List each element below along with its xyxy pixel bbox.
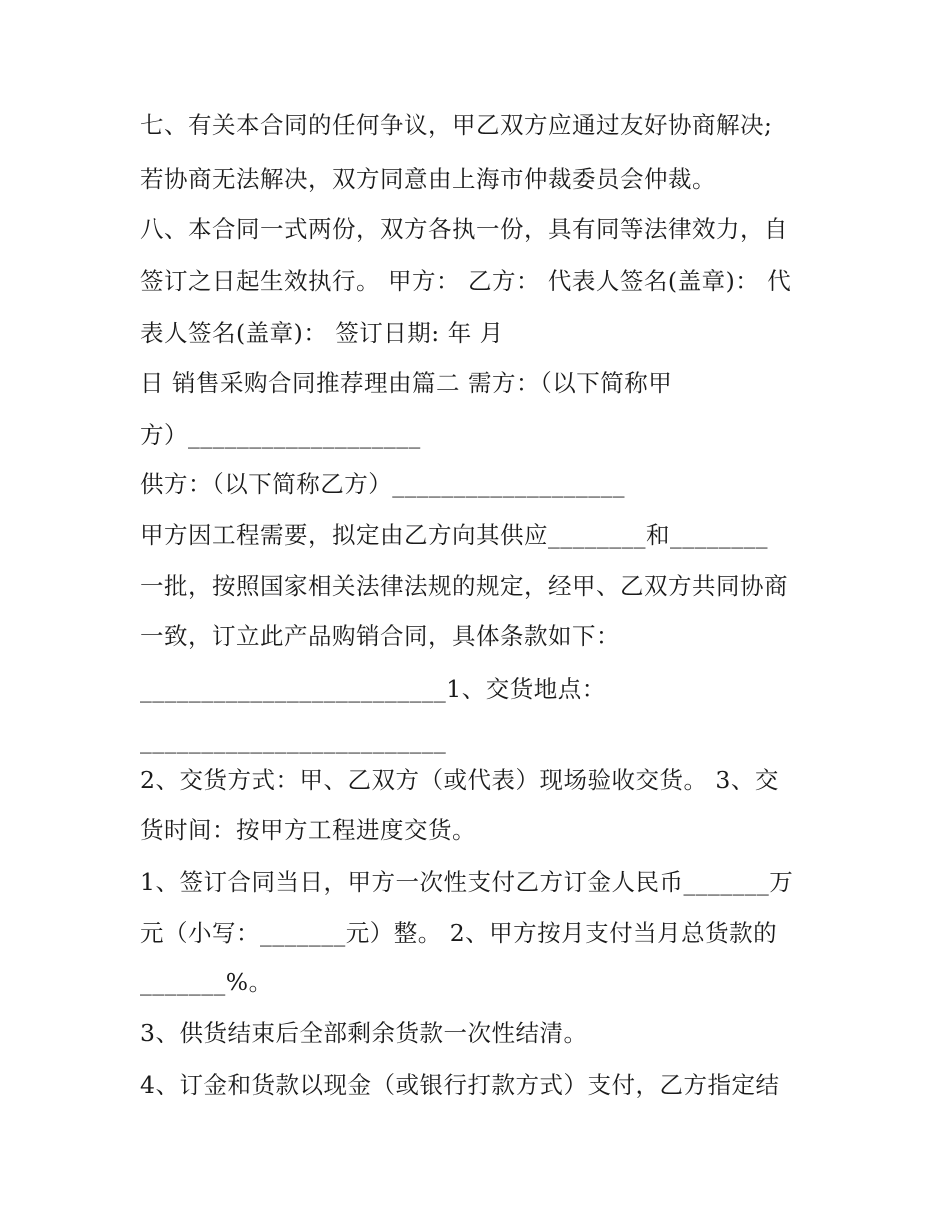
text-line: 甲方因工程需要，拟定由乙方向其供应________和________ bbox=[140, 521, 768, 549]
text-line: _________________________ bbox=[140, 726, 447, 754]
text-line: 元（小写：_______元）整。 2、甲方按月支付当月总货款的 bbox=[140, 919, 778, 947]
text-line: 签订之日起生效执行。 甲方： 乙方： 代表人签名(盖章)： 代 bbox=[140, 267, 792, 295]
text-line: 4、订金和货款以现金（或银行打款方式）支付，乙方指定结 bbox=[140, 1071, 780, 1099]
text-line: 供方：（以下简称乙方）___________________ bbox=[140, 470, 625, 498]
text-line: 八、本合同一式两份，双方各执一份，具有同等法律效力，自 bbox=[140, 215, 788, 243]
text-line: 七、有关本合同的任何争议，甲乙双方应通过友好协商解决; bbox=[140, 111, 773, 139]
text-line: 2、交货方式：甲、乙双方（或代表）现场验收交货。 3、交 bbox=[140, 766, 779, 794]
text-line: 一致，订立此产品购销合同，具体条款如下： bbox=[140, 622, 620, 650]
text-line: 表人签名(盖章)： 签订日期: 年 月 bbox=[140, 319, 504, 347]
text-line: 一批，按照国家相关法律法规的规定，经甲、乙双方共同协商 bbox=[140, 572, 788, 600]
text-line: 日 销售采购合同推荐理由篇二 需方：（以下简称甲 bbox=[140, 369, 673, 397]
text-line: 方）___________________ bbox=[140, 421, 421, 449]
text-line: 若协商无法解决，双方同意由上海市仲裁委员会仲裁。 bbox=[140, 165, 716, 193]
text-line: 货时间：按甲方工程进度交货。 bbox=[140, 816, 476, 844]
text-line: 3、供货结束后全部剩余货款一次性结清。 bbox=[140, 1019, 588, 1047]
text-line: 1、签订合同当日，甲方一次性支付乙方订金人民币_______万 bbox=[140, 868, 794, 896]
text-line: _______%。 bbox=[140, 968, 273, 996]
text-line: _________________________1、交货地点： bbox=[140, 675, 606, 703]
